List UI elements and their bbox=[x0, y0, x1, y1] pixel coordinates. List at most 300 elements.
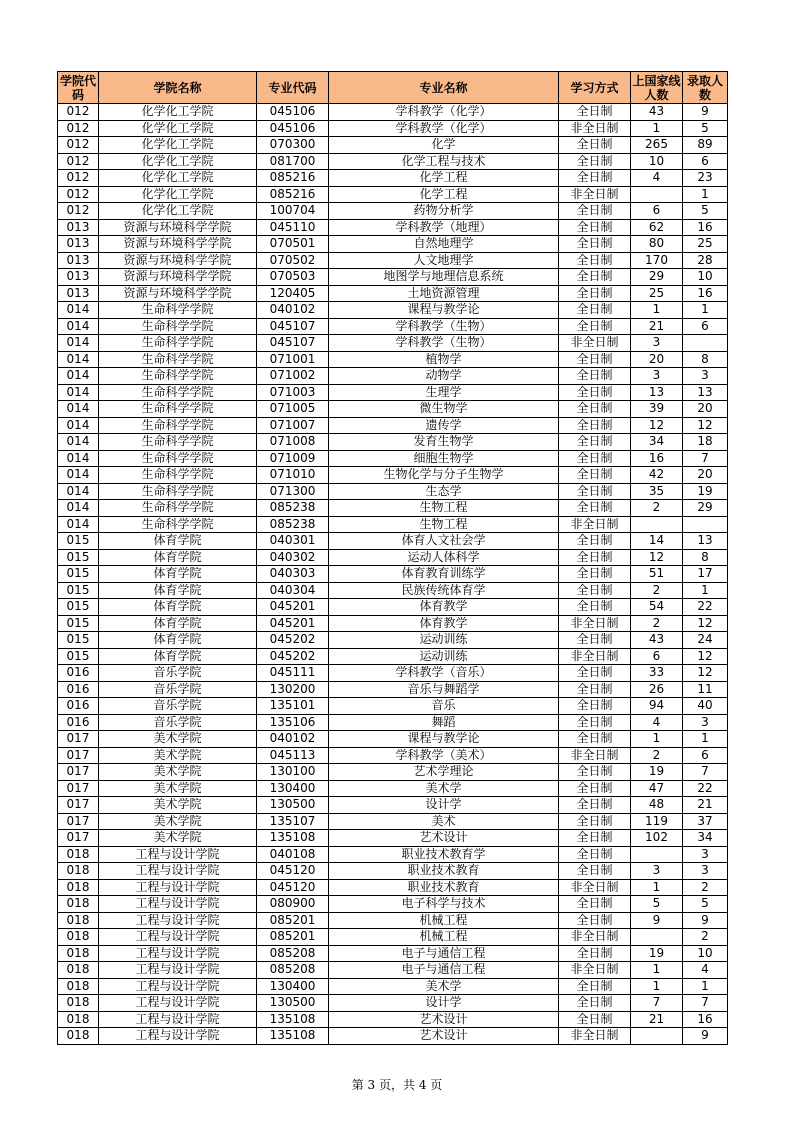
table-row bbox=[58, 186, 728, 203]
cell-major-code: 045107 bbox=[257, 335, 329, 352]
cell-passed-count: 34 bbox=[631, 434, 683, 451]
cell-major-name: 细胞生物学 bbox=[329, 450, 559, 467]
cell-major-name: 美术学 bbox=[329, 978, 559, 995]
table-row bbox=[58, 648, 728, 665]
cell-study-mode: 全日制 bbox=[559, 731, 631, 748]
cell-major-name: 遗传学 bbox=[329, 417, 559, 434]
cell-college-name: 化学化工学院 bbox=[99, 170, 257, 187]
cell-study-mode: 全日制 bbox=[559, 285, 631, 302]
cell-college-code: 012 bbox=[58, 104, 99, 121]
cell-passed-count: 1 bbox=[631, 302, 683, 319]
header-study-mode: 学习方式 bbox=[559, 72, 631, 104]
cell-admitted-count: 13 bbox=[683, 533, 728, 550]
cell-college-name: 美术学院 bbox=[99, 813, 257, 830]
cell-major-code: 080900 bbox=[257, 896, 329, 913]
cell-college-code: 016 bbox=[58, 714, 99, 731]
table-row bbox=[58, 153, 728, 170]
cell-major-name: 植物学 bbox=[329, 351, 559, 368]
cell-major-code: 045201 bbox=[257, 615, 329, 632]
cell-admitted-count: 12 bbox=[683, 417, 728, 434]
cell-major-name: 电子与通信工程 bbox=[329, 945, 559, 962]
cell-study-mode: 非全日制 bbox=[559, 335, 631, 352]
cell-major-code: 071003 bbox=[257, 384, 329, 401]
cell-passed-count: 12 bbox=[631, 549, 683, 566]
cell-study-mode: 全日制 bbox=[559, 995, 631, 1012]
cell-college-name: 资源与环境科学学院 bbox=[99, 285, 257, 302]
cell-college-code: 014 bbox=[58, 467, 99, 484]
cell-passed-count: 3 bbox=[631, 335, 683, 352]
cell-major-name: 美术 bbox=[329, 813, 559, 830]
cell-college-code: 012 bbox=[58, 120, 99, 137]
cell-passed-count: 102 bbox=[631, 830, 683, 847]
cell-admitted-count: 10 bbox=[683, 945, 728, 962]
cell-major-name: 体育教育训练学 bbox=[329, 566, 559, 583]
cell-admitted-count: 3 bbox=[683, 863, 728, 880]
cell-passed-count bbox=[631, 929, 683, 946]
cell-study-mode: 全日制 bbox=[559, 170, 631, 187]
cell-college-code: 014 bbox=[58, 434, 99, 451]
cell-passed-count: 33 bbox=[631, 665, 683, 682]
table-row bbox=[58, 566, 728, 583]
cell-major-code: 070503 bbox=[257, 269, 329, 286]
table-row bbox=[58, 104, 728, 121]
cell-passed-count: 43 bbox=[631, 632, 683, 649]
cell-major-code: 045106 bbox=[257, 120, 329, 137]
page-footer: 第 3 页，共 4 页 bbox=[351, 1078, 443, 1092]
cell-major-name: 职业技术教育 bbox=[329, 863, 559, 880]
cell-college-name: 美术学院 bbox=[99, 797, 257, 814]
cell-college-name: 美术学院 bbox=[99, 747, 257, 764]
cell-passed-count: 4 bbox=[631, 714, 683, 731]
cell-admitted-count bbox=[683, 516, 728, 533]
cell-college-code: 016 bbox=[58, 665, 99, 682]
cell-major-code: 135108 bbox=[257, 830, 329, 847]
cell-college-name: 生命科学学院 bbox=[99, 483, 257, 500]
table-row bbox=[58, 945, 728, 962]
table-row bbox=[58, 929, 728, 946]
table-row bbox=[58, 632, 728, 649]
table-row bbox=[58, 912, 728, 929]
cell-college-code: 014 bbox=[58, 450, 99, 467]
cell-study-mode: 全日制 bbox=[559, 137, 631, 154]
cell-study-mode: 全日制 bbox=[559, 780, 631, 797]
cell-passed-count bbox=[631, 186, 683, 203]
table-row bbox=[58, 665, 728, 682]
cell-study-mode: 全日制 bbox=[559, 533, 631, 550]
cell-college-name: 生命科学学院 bbox=[99, 318, 257, 335]
cell-college-code: 012 bbox=[58, 170, 99, 187]
cell-passed-count: 2 bbox=[631, 582, 683, 599]
cell-college-name: 生命科学学院 bbox=[99, 450, 257, 467]
cell-major-name: 电子与通信工程 bbox=[329, 962, 559, 979]
cell-college-code: 018 bbox=[58, 863, 99, 880]
cell-study-mode: 非全日制 bbox=[559, 186, 631, 203]
cell-major-code: 040301 bbox=[257, 533, 329, 550]
header-college-code: 学院代码 bbox=[58, 72, 99, 104]
cell-study-mode: 全日制 bbox=[559, 830, 631, 847]
cell-passed-count: 2 bbox=[631, 747, 683, 764]
cell-college-name: 美术学院 bbox=[99, 830, 257, 847]
cell-college-name: 工程与设计学院 bbox=[99, 945, 257, 962]
cell-major-code: 085216 bbox=[257, 170, 329, 187]
cell-college-name: 生命科学学院 bbox=[99, 500, 257, 517]
cell-passed-count: 1 bbox=[631, 731, 683, 748]
cell-study-mode: 全日制 bbox=[559, 368, 631, 385]
cell-college-code: 014 bbox=[58, 417, 99, 434]
cell-study-mode: 全日制 bbox=[559, 698, 631, 715]
cell-admitted-count: 20 bbox=[683, 467, 728, 484]
cell-college-code: 018 bbox=[58, 846, 99, 863]
cell-passed-count: 265 bbox=[631, 137, 683, 154]
cell-college-name: 工程与设计学院 bbox=[99, 1011, 257, 1028]
cell-college-name: 体育学院 bbox=[99, 632, 257, 649]
cell-major-code: 071010 bbox=[257, 467, 329, 484]
cell-passed-count: 1 bbox=[631, 879, 683, 896]
cell-college-name: 化学化工学院 bbox=[99, 104, 257, 121]
cell-major-code: 045106 bbox=[257, 104, 329, 121]
table-row bbox=[58, 681, 728, 698]
table-row bbox=[58, 896, 728, 913]
admission-table bbox=[57, 71, 728, 1045]
cell-passed-count: 1 bbox=[631, 962, 683, 979]
cell-college-code: 018 bbox=[58, 962, 99, 979]
cell-major-name: 地图学与地理信息系统 bbox=[329, 269, 559, 286]
cell-admitted-count: 22 bbox=[683, 780, 728, 797]
cell-college-code: 014 bbox=[58, 401, 99, 418]
table-row bbox=[58, 335, 728, 352]
cell-study-mode: 全日制 bbox=[559, 978, 631, 995]
cell-admitted-count: 5 bbox=[683, 120, 728, 137]
cell-major-code: 120405 bbox=[257, 285, 329, 302]
cell-major-code: 085201 bbox=[257, 929, 329, 946]
cell-major-name: 职业技术教育 bbox=[329, 879, 559, 896]
cell-college-code: 017 bbox=[58, 731, 99, 748]
cell-passed-count: 170 bbox=[631, 252, 683, 269]
table-row bbox=[58, 615, 728, 632]
cell-admitted-count: 11 bbox=[683, 681, 728, 698]
table-row bbox=[58, 467, 728, 484]
cell-study-mode: 全日制 bbox=[559, 599, 631, 616]
cell-major-name: 机械工程 bbox=[329, 912, 559, 929]
table-row bbox=[58, 236, 728, 253]
cell-college-code: 017 bbox=[58, 780, 99, 797]
cell-major-code: 040102 bbox=[257, 302, 329, 319]
cell-admitted-count: 22 bbox=[683, 599, 728, 616]
cell-admitted-count: 37 bbox=[683, 813, 728, 830]
cell-admitted-count: 18 bbox=[683, 434, 728, 451]
cell-major-code: 071007 bbox=[257, 417, 329, 434]
cell-college-code: 018 bbox=[58, 978, 99, 995]
cell-college-code: 015 bbox=[58, 549, 99, 566]
cell-major-code: 135107 bbox=[257, 813, 329, 830]
cell-major-name: 音乐与舞蹈学 bbox=[329, 681, 559, 698]
cell-college-name: 生命科学学院 bbox=[99, 384, 257, 401]
cell-admitted-count: 29 bbox=[683, 500, 728, 517]
cell-passed-count bbox=[631, 516, 683, 533]
table-row bbox=[58, 764, 728, 781]
cell-admitted-count: 24 bbox=[683, 632, 728, 649]
table-row bbox=[58, 401, 728, 418]
cell-college-name: 工程与设计学院 bbox=[99, 1028, 257, 1045]
cell-major-name: 生物化学与分子生物学 bbox=[329, 467, 559, 484]
cell-study-mode: 全日制 bbox=[559, 681, 631, 698]
cell-study-mode: 全日制 bbox=[559, 401, 631, 418]
cell-major-name: 艺术设计 bbox=[329, 1028, 559, 1045]
cell-passed-count: 48 bbox=[631, 797, 683, 814]
cell-college-code: 018 bbox=[58, 1011, 99, 1028]
cell-major-name: 生物工程 bbox=[329, 516, 559, 533]
cell-study-mode: 全日制 bbox=[559, 203, 631, 220]
cell-major-code: 040304 bbox=[257, 582, 329, 599]
cell-admitted-count: 20 bbox=[683, 401, 728, 418]
cell-college-name: 体育学院 bbox=[99, 599, 257, 616]
cell-admitted-count: 2 bbox=[683, 879, 728, 896]
cell-major-name: 学科教学（化学） bbox=[329, 120, 559, 137]
table-row bbox=[58, 269, 728, 286]
cell-major-code: 045113 bbox=[257, 747, 329, 764]
table-row bbox=[58, 533, 728, 550]
cell-admitted-count: 9 bbox=[683, 912, 728, 929]
cell-major-name: 生物工程 bbox=[329, 500, 559, 517]
cell-college-code: 015 bbox=[58, 615, 99, 632]
table-row bbox=[58, 1028, 728, 1045]
cell-major-name: 化学工程 bbox=[329, 186, 559, 203]
cell-admitted-count: 3 bbox=[683, 368, 728, 385]
cell-major-code: 130400 bbox=[257, 780, 329, 797]
cell-passed-count: 6 bbox=[631, 203, 683, 220]
cell-college-code: 016 bbox=[58, 698, 99, 715]
cell-college-code: 014 bbox=[58, 500, 99, 517]
table-row bbox=[58, 830, 728, 847]
cell-major-name: 课程与教学论 bbox=[329, 302, 559, 319]
cell-passed-count: 62 bbox=[631, 219, 683, 236]
cell-major-code: 135101 bbox=[257, 698, 329, 715]
cell-college-code: 017 bbox=[58, 813, 99, 830]
cell-college-code: 013 bbox=[58, 285, 99, 302]
cell-major-code: 071005 bbox=[257, 401, 329, 418]
cell-study-mode: 全日制 bbox=[559, 467, 631, 484]
cell-major-name: 学科教学（地理） bbox=[329, 219, 559, 236]
cell-admitted-count: 1 bbox=[683, 302, 728, 319]
cell-admitted-count: 16 bbox=[683, 285, 728, 302]
header-row bbox=[58, 72, 728, 104]
table-row bbox=[58, 863, 728, 880]
cell-college-name: 资源与环境科学学院 bbox=[99, 219, 257, 236]
cell-admitted-count: 9 bbox=[683, 1028, 728, 1045]
table-row bbox=[58, 599, 728, 616]
cell-major-name: 学科教学（美术） bbox=[329, 747, 559, 764]
cell-major-code: 040102 bbox=[257, 731, 329, 748]
cell-major-code: 130400 bbox=[257, 978, 329, 995]
header-admitted-count: 录取人数 bbox=[683, 72, 728, 104]
cell-major-code: 135106 bbox=[257, 714, 329, 731]
cell-major-name: 学科教学（化学） bbox=[329, 104, 559, 121]
cell-admitted-count: 34 bbox=[683, 830, 728, 847]
cell-major-name: 自然地理学 bbox=[329, 236, 559, 253]
header-passed-count: 上国家线人数 bbox=[632, 73, 681, 102]
cell-major-name: 民族传统体育学 bbox=[329, 582, 559, 599]
cell-passed-count: 3 bbox=[631, 863, 683, 880]
cell-admitted-count: 21 bbox=[683, 797, 728, 814]
table-header bbox=[58, 72, 728, 104]
cell-study-mode: 全日制 bbox=[559, 945, 631, 962]
cell-study-mode: 非全日制 bbox=[559, 929, 631, 946]
cell-study-mode: 非全日制 bbox=[559, 962, 631, 979]
cell-college-name: 资源与环境科学学院 bbox=[99, 269, 257, 286]
cell-passed-count: 10 bbox=[631, 153, 683, 170]
cell-college-name: 生命科学学院 bbox=[99, 401, 257, 418]
cell-college-code: 015 bbox=[58, 566, 99, 583]
cell-major-name: 运动训练 bbox=[329, 632, 559, 649]
cell-college-name: 体育学院 bbox=[99, 566, 257, 583]
cell-admitted-count: 40 bbox=[683, 698, 728, 715]
cell-study-mode: 全日制 bbox=[559, 863, 631, 880]
cell-college-name: 化学化工学院 bbox=[99, 120, 257, 137]
cell-passed-count: 80 bbox=[631, 236, 683, 253]
cell-passed-count: 2 bbox=[631, 615, 683, 632]
cell-study-mode: 非全日制 bbox=[559, 648, 631, 665]
cell-major-name: 微生物学 bbox=[329, 401, 559, 418]
cell-major-name: 体育教学 bbox=[329, 615, 559, 632]
cell-major-name: 职业技术教育学 bbox=[329, 846, 559, 863]
cell-study-mode: 非全日制 bbox=[559, 1028, 631, 1045]
cell-major-code: 071008 bbox=[257, 434, 329, 451]
cell-admitted-count: 16 bbox=[683, 219, 728, 236]
cell-college-code: 017 bbox=[58, 830, 99, 847]
cell-college-name: 工程与设计学院 bbox=[99, 929, 257, 946]
cell-study-mode: 全日制 bbox=[559, 153, 631, 170]
table-row bbox=[58, 582, 728, 599]
cell-passed-count: 35 bbox=[631, 483, 683, 500]
cell-college-name: 工程与设计学院 bbox=[99, 995, 257, 1012]
cell-college-name: 美术学院 bbox=[99, 731, 257, 748]
cell-college-name: 美术学院 bbox=[99, 764, 257, 781]
cell-passed-count: 51 bbox=[631, 566, 683, 583]
cell-college-code: 018 bbox=[58, 945, 99, 962]
cell-major-name: 体育人文社会学 bbox=[329, 533, 559, 550]
cell-admitted-count bbox=[683, 335, 728, 352]
cell-admitted-count: 19 bbox=[683, 483, 728, 500]
cell-admitted-count: 8 bbox=[683, 351, 728, 368]
cell-major-name: 电子科学与技术 bbox=[329, 896, 559, 913]
table-row bbox=[58, 698, 728, 715]
cell-major-name: 运动训练 bbox=[329, 648, 559, 665]
cell-study-mode: 全日制 bbox=[559, 417, 631, 434]
cell-college-name: 生命科学学院 bbox=[99, 368, 257, 385]
cell-college-code: 013 bbox=[58, 236, 99, 253]
cell-study-mode: 非全日制 bbox=[559, 747, 631, 764]
cell-college-code: 012 bbox=[58, 203, 99, 220]
table-row bbox=[58, 368, 728, 385]
cell-college-name: 生命科学学院 bbox=[99, 302, 257, 319]
cell-admitted-count: 2 bbox=[683, 929, 728, 946]
cell-admitted-count: 25 bbox=[683, 236, 728, 253]
cell-college-name: 生命科学学院 bbox=[99, 467, 257, 484]
cell-major-code: 070502 bbox=[257, 252, 329, 269]
cell-study-mode: 非全日制 bbox=[559, 516, 631, 533]
cell-admitted-count: 89 bbox=[683, 137, 728, 154]
cell-major-code: 045202 bbox=[257, 648, 329, 665]
table-row bbox=[58, 500, 728, 517]
cell-college-name: 生命科学学院 bbox=[99, 417, 257, 434]
table-row bbox=[58, 962, 728, 979]
table-row bbox=[58, 285, 728, 302]
cell-admitted-count: 6 bbox=[683, 318, 728, 335]
cell-admitted-count: 23 bbox=[683, 170, 728, 187]
cell-major-code: 130500 bbox=[257, 995, 329, 1012]
cell-passed-count: 19 bbox=[631, 945, 683, 962]
cell-college-code: 015 bbox=[58, 533, 99, 550]
cell-major-name: 艺术设计 bbox=[329, 1011, 559, 1028]
cell-major-name: 艺术学理论 bbox=[329, 764, 559, 781]
cell-major-code: 045107 bbox=[257, 318, 329, 335]
cell-college-name: 化学化工学院 bbox=[99, 186, 257, 203]
cell-college-name: 工程与设计学院 bbox=[99, 846, 257, 863]
cell-college-name: 生命科学学院 bbox=[99, 516, 257, 533]
cell-college-code: 018 bbox=[58, 929, 99, 946]
cell-study-mode: 全日制 bbox=[559, 582, 631, 599]
cell-study-mode: 全日制 bbox=[559, 434, 631, 451]
cell-study-mode: 全日制 bbox=[559, 764, 631, 781]
cell-study-mode: 全日制 bbox=[559, 566, 631, 583]
cell-major-code: 085216 bbox=[257, 186, 329, 203]
cell-admitted-count: 3 bbox=[683, 714, 728, 731]
table-row bbox=[58, 384, 728, 401]
header-major-code: 专业代码 bbox=[257, 72, 329, 104]
cell-study-mode: 全日制 bbox=[559, 236, 631, 253]
cell-college-code: 014 bbox=[58, 318, 99, 335]
cell-major-name: 艺术设计 bbox=[329, 830, 559, 847]
cell-major-code: 071300 bbox=[257, 483, 329, 500]
cell-study-mode: 全日制 bbox=[559, 252, 631, 269]
cell-passed-count: 19 bbox=[631, 764, 683, 781]
cell-college-name: 体育学院 bbox=[99, 549, 257, 566]
cell-major-name: 设计学 bbox=[329, 995, 559, 1012]
cell-major-name: 化学工程与技术 bbox=[329, 153, 559, 170]
table-row bbox=[58, 252, 728, 269]
cell-college-code: 014 bbox=[58, 302, 99, 319]
cell-study-mode: 全日制 bbox=[559, 797, 631, 814]
cell-admitted-count: 1 bbox=[683, 186, 728, 203]
cell-study-mode: 非全日制 bbox=[559, 879, 631, 896]
cell-passed-count: 2 bbox=[631, 500, 683, 517]
cell-study-mode: 全日制 bbox=[559, 450, 631, 467]
table-row bbox=[58, 450, 728, 467]
cell-major-name: 音乐 bbox=[329, 698, 559, 715]
cell-major-name: 生态学 bbox=[329, 483, 559, 500]
cell-college-name: 工程与设计学院 bbox=[99, 879, 257, 896]
cell-college-name: 化学化工学院 bbox=[99, 153, 257, 170]
table-row bbox=[58, 797, 728, 814]
cell-major-code: 070300 bbox=[257, 137, 329, 154]
cell-major-code: 085208 bbox=[257, 962, 329, 979]
cell-major-name: 化学工程 bbox=[329, 170, 559, 187]
cell-major-code: 045120 bbox=[257, 879, 329, 896]
cell-college-name: 工程与设计学院 bbox=[99, 912, 257, 929]
cell-college-code: 017 bbox=[58, 747, 99, 764]
cell-college-code: 018 bbox=[58, 896, 99, 913]
cell-passed-count: 14 bbox=[631, 533, 683, 550]
cell-college-name: 工程与设计学院 bbox=[99, 962, 257, 979]
cell-major-code: 040108 bbox=[257, 846, 329, 863]
table-row bbox=[58, 219, 728, 236]
cell-major-code: 085238 bbox=[257, 500, 329, 517]
cell-admitted-count: 13 bbox=[683, 384, 728, 401]
cell-admitted-count: 12 bbox=[683, 615, 728, 632]
cell-college-code: 014 bbox=[58, 516, 99, 533]
cell-major-code: 135108 bbox=[257, 1028, 329, 1045]
cell-college-code: 018 bbox=[58, 1028, 99, 1045]
